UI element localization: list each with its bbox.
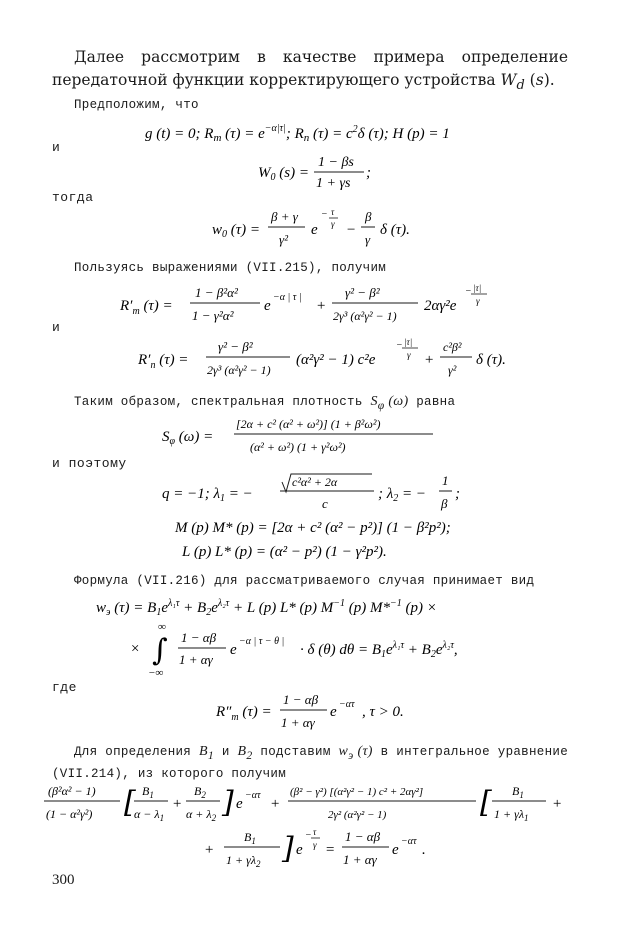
svg-text:+: + (204, 842, 215, 858)
svg-text:[2α + c² (α² + ω²)] (1 + β²ω²): [2α + c² (α² + ω²)] (1 + β²ω²) (236, 417, 381, 431)
svg-text:2γ³ (α²γ² − 1): 2γ³ (α²γ² − 1) (333, 309, 397, 323)
svg-text:1 + γλ1: $1 + \gamma\lambda_1$ (494, 807, 529, 823)
svg-text:c: c (322, 496, 328, 511)
svg-text:e: e (296, 842, 303, 858)
svg-text:γ: γ (407, 350, 411, 360)
svg-text:B1: $B_1$ (512, 784, 524, 800)
svg-text:1 + γλ2: $1 + \gamma\lambda_2$ (226, 853, 261, 869)
svg-text:τ: τ (313, 827, 317, 837)
svg-text:×: × (130, 641, 141, 657)
svg-text:· δ (θ) dθ = B1eλ₁τ + B2eλ₂τ,: · δ (θ) $d\theta = B_1e^{\lambda_1\tau} + B_2e^{\lambda_2\tau}$, (300, 640, 458, 660)
thus-text: Таким образом, спектральная плотность $S_\varphi$ (ω) равна (74, 394, 456, 412)
svg-text:γ: γ (313, 840, 317, 850)
svg-text:∞: ∞ (158, 621, 166, 633)
equation-14 (0, 826, 620, 877)
svg-text:q = −1; λ1 = −: q = −1; $\lambda_1$ = − (162, 486, 253, 504)
svg-text:+: + (316, 298, 327, 314)
equation-13-svg (44, 780, 604, 826)
svg-text:α − λ1: $\alpha - \lambda_1$ (134, 807, 165, 823)
svg-text:−α | τ − θ |: −α | τ − θ | (239, 636, 285, 647)
intro-paragraph: Далее рассмотрим в качестве примера определение передаточной функции корректирующего устройства $W_d$ (s). (52, 48, 568, 94)
svg-text:;: ; (455, 486, 460, 502)
equation-3 (0, 207, 620, 256)
svg-text:∫: ∫ (152, 633, 168, 668)
svg-text:β: β (365, 209, 372, 224)
svg-text:M (p) M* (p) = [2α + c² (α² −: M (p) M* (p) = [2α + c² (α² − p²)] (1 − β²p²); (175, 520, 451, 536)
svg-text:B1: $B_1$ (142, 784, 154, 800)
svg-text:−: − (305, 830, 312, 841)
and-text-2: и (52, 320, 61, 335)
equation-12 (0, 690, 620, 739)
svg-text:; λ2 = −: ; $\lambda_2$ = − (378, 486, 426, 504)
svg-text:−ατ: −ατ (401, 836, 417, 847)
svg-text:1 + αγ: 1 + αγ (179, 652, 213, 667)
svg-text:c²α² + 2α: c²α² + 2α (292, 475, 338, 489)
equation-9 (0, 540, 620, 567)
equation-5-svg (0, 336, 620, 384)
svg-text:+: + (172, 796, 183, 812)
equation-3-svg (0, 207, 620, 251)
using-text: Пользуясь выражениями (VII.215), получим (74, 261, 387, 275)
svg-text:−: − (346, 222, 357, 238)
equation-8-svg (0, 516, 620, 538)
svg-text:1 + αγ: 1 + αγ (343, 852, 377, 867)
svg-text:W0 (s) =: $W_0$ (s) = (258, 165, 309, 183)
svg-text:(α²γ² − 1) c²e: (α²γ² − 1) c²e (296, 352, 376, 368)
svg-text:B2: $B_2$ (194, 784, 206, 800)
then-text: тогда (52, 190, 94, 205)
svg-text:e: e (392, 842, 399, 858)
svg-text:γ²: γ² (279, 232, 289, 247)
svg-text:+: + (552, 796, 563, 812)
svg-text:−: − (321, 209, 328, 220)
svg-text:1 − β²α²: 1 − β²α² (195, 285, 238, 300)
svg-text:(β²α² − 1): (β²α² − 1) (48, 784, 96, 798)
svg-text:α + λ2: $\alpha + \lambda_2$ (186, 807, 217, 823)
equation-2-svg (0, 152, 620, 192)
svg-text:Sφ (ω) =: $S_\varphi$ (ω) = (162, 429, 214, 447)
svg-text:;: ; (366, 165, 371, 181)
svg-text:R′m (τ) =: $R'_m$ (τ) = (120, 298, 173, 317)
svg-text:γ² − β²: γ² − β² (345, 285, 380, 300)
svg-text:−: − (396, 340, 403, 351)
svg-text:γ: γ (476, 296, 480, 306)
svg-text:β: β (441, 496, 448, 511)
svg-text:2γ² (α²γ² − 1): 2γ² (α²γ² − 1) (328, 809, 387, 821)
svg-text:−ατ: −ατ (245, 790, 261, 801)
svg-text:[: [ (124, 785, 136, 820)
svg-text:e: e (236, 796, 243, 812)
svg-text:+: + (270, 796, 281, 812)
svg-text:|τ|: |τ| (473, 283, 482, 293)
svg-text:]: ] (282, 831, 294, 866)
equation-4-svg (0, 282, 620, 330)
svg-text:(1 − α²γ²): (1 − α²γ²) (46, 807, 93, 821)
svg-text:(α² + ω²) (1 + γ²ω²): (α² + ω²) (1 + γ²ω²) (250, 440, 346, 454)
svg-text:e: e (330, 704, 337, 720)
svg-text:[: [ (480, 785, 492, 820)
equation-1 (40, 120, 620, 151)
svg-text:+: + (424, 352, 435, 368)
equation-14-svg (0, 826, 620, 872)
svg-text:δ (τ).: δ (τ). (476, 352, 506, 368)
svg-text:−ατ: −ατ (339, 699, 355, 710)
svg-text:=: = (325, 842, 336, 858)
svg-text:−∞: −∞ (148, 667, 164, 679)
svg-text:.: . (422, 842, 426, 858)
svg-text:R′n (τ) =: $R'_n$ (τ) = (138, 352, 189, 371)
svg-text:1 − αβ: 1 − αβ (181, 630, 217, 645)
svg-text:2γ³ (α²γ² − 1): 2γ³ (α²γ² − 1) (207, 363, 271, 377)
svg-text:e: e (311, 222, 318, 238)
svg-text:c²β²: c²β² (443, 340, 462, 354)
svg-text:β + γ: β + γ (271, 209, 298, 224)
equation-6-svg (0, 415, 620, 459)
equation-11-svg (0, 618, 620, 680)
svg-text:τ: τ (331, 207, 335, 217)
equation-12-svg (0, 690, 620, 734)
svg-text:1: 1 (442, 473, 449, 488)
svg-text:γ: γ (331, 219, 335, 229)
svg-text:g (t) = 0; Rm (τ) = e−α|τ|;: g (t) = 0; $R_m$ $(\tau) = e^{-\alpha|\tau|}$; $R_n$ $(\tau) = c^2\delta$ (τ); H (p) = 1 (145, 123, 450, 144)
svg-text:R″m (τ) =: $R''_m$ (τ) = (216, 704, 272, 723)
determine-paragraph: Для определения $B_1$ и $B_2$ подставим $w_э$ (τ) в интегральное уравнение (VII.214), из которого получим (52, 744, 568, 781)
svg-text:B1: $B_1$ (244, 830, 256, 846)
formula-text: Формула (VII.216) для рассматриваемого случая принимает вид (74, 574, 535, 588)
and-text-1: и (52, 140, 61, 155)
svg-text:1 + αγ: 1 + αγ (281, 715, 315, 730)
svg-text:−: − (465, 286, 472, 297)
svg-text:wэ (τ) = B1eλ₁τ + B2eλ₂τ + L (: $w_э$ $(\tau) = B_1e^{\lambda_1\tau} + B_2e^{\lambda_2\tau} + L$ (p) L* (p) $M^{-1}$ (p) M*$^{-1}$ (p) × (96, 598, 437, 618)
svg-text:]: ] (222, 785, 234, 820)
svg-text:γ²: γ² (448, 363, 457, 377)
svg-text:e: e (230, 642, 237, 658)
svg-text:e: e (264, 298, 271, 314)
svg-text:(β² − γ²) [(α²γ² − 1) c² + 2αγ: (β² − γ²) [(α²γ² − 1) c² + 2αγ²] (290, 786, 424, 798)
equation-1-svg (50, 120, 610, 146)
equation-7 (0, 470, 620, 521)
svg-text:2αγ²e: 2αγ²e (424, 298, 457, 314)
equation-8 (0, 516, 620, 543)
equation-10-svg (0, 594, 620, 620)
svg-text:L (p) L* (p) = (α² − p²) (1 −: L (p) L* (p) = (α² − p²) (1 − γ²p²). (182, 544, 387, 560)
equation-9-svg (0, 540, 620, 562)
svg-text:1 + γs: 1 + γs (316, 176, 351, 191)
svg-text:γ² − β²: γ² − β² (218, 339, 253, 354)
svg-text:w0 (τ) =: $w_0$ (τ) = (212, 222, 260, 240)
equation-11 (0, 618, 620, 685)
page-number: 300 (52, 872, 75, 888)
equation-7-svg (0, 470, 620, 516)
svg-text:1 − αβ: 1 − αβ (283, 692, 319, 707)
equation-5 (0, 336, 620, 389)
equation-4 (0, 282, 620, 335)
svg-text:−α | τ |: −α | τ | (273, 292, 302, 303)
svg-text:γ: γ (365, 232, 371, 247)
suppose-text: Предположим, что (74, 98, 199, 112)
svg-text:|τ|: |τ| (404, 337, 413, 347)
where-text: где (52, 680, 77, 695)
svg-text:1 − βs: 1 − βs (318, 155, 354, 170)
svg-text:1 − αβ: 1 − αβ (345, 829, 381, 844)
therefore-text: и поэтому (52, 456, 127, 471)
svg-text:, τ > 0.: , τ > 0. (362, 704, 404, 720)
svg-text:δ (τ).: δ (τ). (380, 222, 410, 238)
equation-13 (44, 780, 620, 831)
svg-text:1 − γ²α²: 1 − γ²α² (192, 308, 234, 323)
